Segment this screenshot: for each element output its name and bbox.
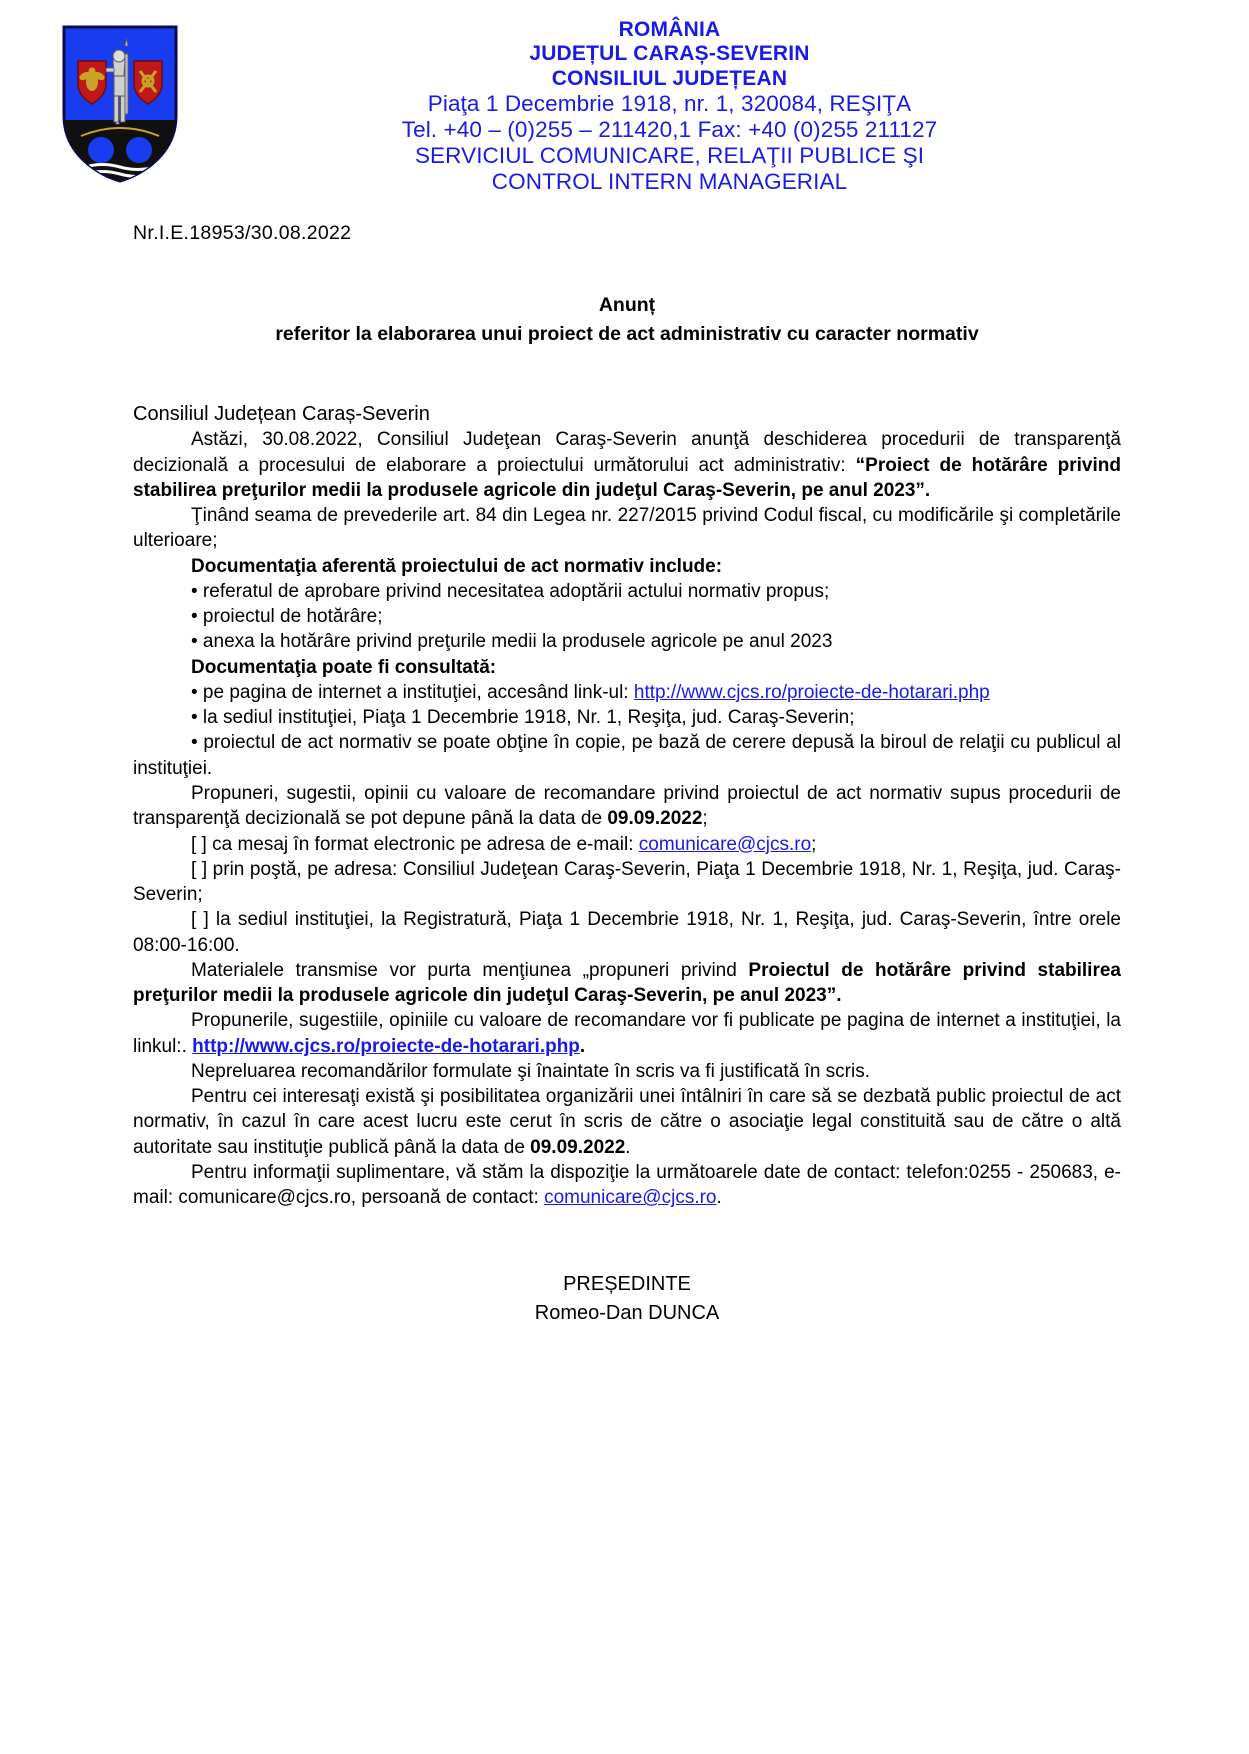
- paragraph-nonadoption-text: Nepreluarea recomandărilor formulate şi înaintate în scris va fi justificată în scris.: [191, 1060, 870, 1082]
- paragraph-publication: [133, 1008, 1121, 1059]
- paragraph-opening: [133, 427, 1121, 503]
- option-registry-text: [ ] la sediul instituţiei, la Registratură, Piaţa 1 Decembrie 1918, Nr. 1, Reşiţa, jud. Caraş-Severin, între orele 08:00-16:00.: [133, 909, 1121, 956]
- paragraph-public-debate-pre: Pentru cei interesaţi există şi posibilitatea organizării unei întâlniri în care să se dezbată public proiectul de act normativ, în cazul în care acest lucru este cerut în scris de către o asociaţie legal constituită sau de către o altă autoritate sau instituţie publică până la data de: [133, 1086, 1121, 1158]
- bullet-referat: • referatul de aprobare privind necesitatea adoptării actului normativ propus;: [191, 580, 830, 602]
- option-postal: [133, 857, 1121, 908]
- link-email-comunicare-2[interactable]: comunicare@cjcs.ro: [544, 1187, 717, 1209]
- page-title: Anunț: [598, 293, 656, 316]
- paragraph-public-debate: [133, 1084, 1121, 1160]
- list-item: [133, 705, 1121, 730]
- deadline-date-2: 09.09.2022: [530, 1136, 626, 1158]
- option-postal-text: [ ] prin poştă, pe adresa: Consiliul Judeţean Caraş-Severin, Piaţa 1 Decembrie 1918, Nr. 1, Reşiţa, jud. Caraş-Severin;: [133, 858, 1121, 906]
- header-line-phone: Tel. +40 – (0)255 – 211420,1 Fax: +40 (0)255 211127: [401, 117, 938, 143]
- option-email-post: ;: [811, 833, 817, 855]
- paragraph-contact-post: .: [716, 1187, 722, 1209]
- header-line-service-2: CONTROL INTERN MANAGERIAL: [491, 169, 848, 195]
- header-line-romania: ROMÂNIA: [618, 18, 721, 41]
- bullet-sediu: • la sediul instituţiei, Piaţa 1 Decembrie 1918, Nr. 1, Reşiţa, jud. Caraş-Severin;: [191, 707, 855, 729]
- signature-role: PREȘEDINTE: [563, 1272, 691, 1295]
- header-line-county: JUDEȚUL CARAȘ-SEVERIN: [529, 42, 810, 66]
- paragraph-legal-basis-text: Ţinând seama de prevederile art. 84 din Legea nr. 227/2015 privind Codul fiscal, cu modificările şi completările ulterioare;: [133, 505, 1121, 552]
- option-email: [133, 832, 1121, 857]
- paragraph-publication-pre: Propunerile, sugestiile, opiniile cu valoare de recomandare vor fi publicate pe pagina de internet a instituţiei, la linkul:.: [133, 1010, 1121, 1057]
- bullet-website-pre: • pe pagina de internet a instituţiei, accesând link-ul:: [191, 681, 634, 703]
- header-line-council: CONSILIUL JUDEȚEAN: [551, 66, 788, 90]
- link-proiecte-de-hotarari-1[interactable]: http://www.cjcs.ro/proiecte-de-hotarari.php: [633, 681, 990, 703]
- heading-documentation-includes: [133, 554, 1121, 579]
- letterhead: [0, 0, 1249, 195]
- header-line-address: Piaţa 1 Decembrie 1918, nr. 1, 320084, REŞIŢA: [427, 91, 912, 117]
- document-content: [0, 221, 1249, 1326]
- list-item: [133, 604, 1121, 629]
- bullet-proiect-hotarare: • proiectul de hotărâre;: [191, 606, 383, 628]
- paragraph-proposals-pre: Propuneri, sugestii, opinii cu valoare de recomandare privind proiectul de act normativ supus procedurii de transparenţă decizională se pot depune până la data de: [133, 783, 1121, 830]
- paragraph-contact-pre: Pentru informaţii suplimentare, vă stăm la dispoziţie la următoarele date de contact: telefon:0255 - 250683, e-mail: comunicare@cjcs.ro, persoană de contact:: [133, 1162, 1121, 1209]
- heading-documentation-includes-text: Documentaţia aferentă proiectului de act normativ include:: [191, 555, 723, 577]
- signature-block: [133, 1271, 1121, 1327]
- link-proiecte-de-hotarari-2[interactable]: http://www.cjcs.ro/proiecte-de-hotarari.php: [192, 1035, 580, 1057]
- link-email-comunicare-1[interactable]: comunicare@cjcs.ro: [638, 833, 812, 855]
- heading-documentation-consult-text: Documentaţia poate fi consultată:: [191, 656, 497, 678]
- paragraph-contact: [133, 1160, 1121, 1211]
- header-line-service-1: SERVICIUL COMUNICARE, RELAŢII PUBLICE ŞI: [414, 143, 925, 169]
- title-block: [133, 291, 1121, 350]
- option-registry: [133, 907, 1121, 958]
- deadline-date-1: 09.09.2022: [607, 808, 703, 830]
- page-subtitle: referitor la elaborarea unui proiect de act administrativ cu caracter normativ: [275, 323, 979, 346]
- paragraph-legal-basis: [133, 503, 1121, 554]
- list-item: [133, 680, 1121, 705]
- addressee: Consiliul Județean Caraș-Severin: [133, 403, 430, 426]
- paragraph-proposals-deadline: [133, 781, 1121, 832]
- paragraph-proposals-post: ;: [702, 808, 708, 830]
- option-email-pre: [ ] ca mesaj în format electronic pe adresa de e-mail:: [191, 833, 639, 855]
- paragraph-nonadoption: [133, 1059, 1121, 1084]
- list-item: [133, 730, 1121, 781]
- paragraph-publication-post: .: [579, 1035, 586, 1057]
- crest-container: [0, 18, 240, 184]
- signature-name: Romeo-Dan DUNCA: [534, 1301, 720, 1324]
- bullet-copie-cerere: • proiectul de act normativ se poate obţine în copie, pe bază de cerere depusă la biroul de relaţii cu publicul al instituţiei.: [133, 732, 1121, 779]
- coat-of-arms-icon: [61, 24, 179, 184]
- paragraph-materials-mention: [133, 958, 1121, 1009]
- list-item: [133, 629, 1121, 654]
- document-number: Nr.I.E.18953/30.08.2022: [133, 222, 352, 245]
- heading-documentation-consult: [133, 655, 1121, 680]
- paragraph-materials-project-name: Proiectul de hotărâre privind stabilirea preţurilor medii la produsele agricole din judeţul Caraş-Severin, pe anul 2023”.: [133, 959, 1121, 1007]
- paragraph-materials-pre: Materialele transmise vor purta menţiunea „propuneri privind: [191, 959, 749, 981]
- bullet-anexa: • anexa la hotărâre privind preţurile medii la produsele agricole pe anul 2023: [191, 631, 833, 653]
- letterhead-text: [240, 18, 1249, 195]
- paragraph-opening-project-name: “Proiect de hotărâre privind stabilirea preţurilor medii la produsele agricole din judeţul Caraş-Severin, pe anul 2023”.: [133, 454, 1121, 501]
- paragraph-public-debate-post: .: [625, 1136, 631, 1158]
- paragraph-opening-lead: Astăzi, 30.08.2022, Consiliul Judeţean Caraş-Severin anunţă deschiderea procedurii de transparenţă decizională a procesului de elaborare a proiectului următorului act administrativ:: [133, 429, 1121, 476]
- list-item: [133, 579, 1121, 604]
